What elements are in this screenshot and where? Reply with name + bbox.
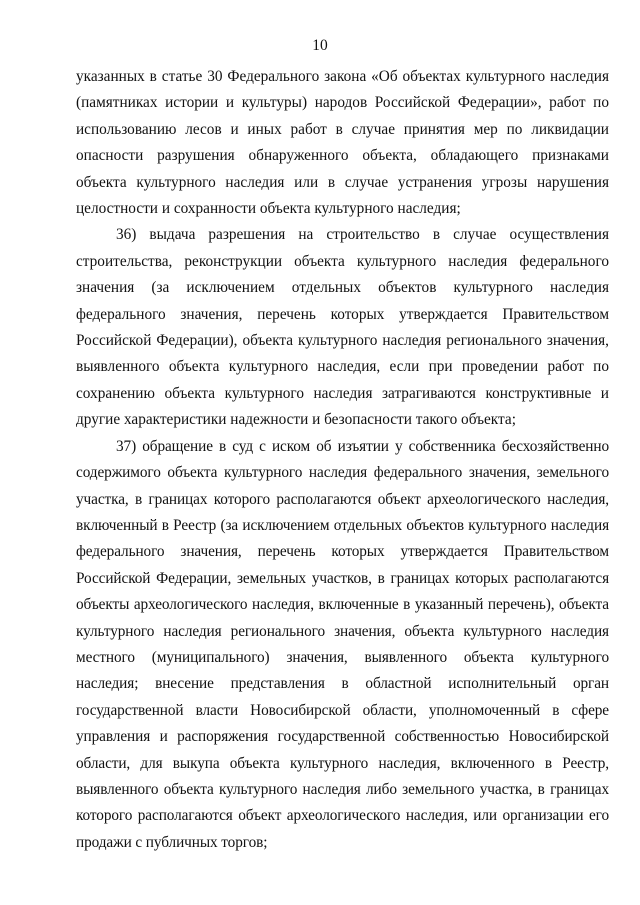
page-number: 10 — [312, 37, 328, 54]
paragraph-continuation: указанных в статье 30 Федерального закона «Об объектах культурного наследия (памятниках истории и культуры) народов Российской Федерации», работ по использованию лесов и иных работ в случае принятия мер по ликвидации опасности разрушения обнаруженного объекта, обладающего признаками объекта культурного наследия или в случае устранения угрозы нарушения целостности и сохранности объекта культурного наследия; — [76, 68, 609, 218]
paragraph-item-37: 37) обращение в суд с иском об изъятии у собственника бесхозяйственно содержимого объекта культурного наследия федерального значения, земельного участка, в границах которого располагаются объект археологического наследия, включенный в Реестр (за исключением отдельных объектов культурного наследия федерального значения, перечень которых утверждается Правительством Российской Федерации, земельных участков, в границах которых располагаются объекты археологического наследия, включенные в указанный перечень), объекта культурного наследия регионального значения, объекта культурного наследия местного (муниципального) значения, выявленного объекта культурного наследия; внесение представления в областной исполнительный орган государственной власти Новосибирской области, уполномоченный в сфере управления и распоряжения государственной собственностью Новосибирской области, для выкупа объекта культурного наследия, включенного в Реестр, выявленного объекта культурного наследия либо земельного участка, в границах которого располагаются объект археологического наследия, или организации его продажи с публичных торгов; — [76, 437, 609, 851]
document-body — [76, 64, 609, 856]
paragraph-item-36: 36) выдача разрешения на строительство в случае осуществления строительства, реконструкции объекта культурного наследия федерального значения (за исключением отдельных объектов культурного наследия федерального значения, перечень которых утверждается Правительством Российской Федерации), объекта культурного наследия регионального значения, выявленного объекта культурного наследия, если при проведении работ по сохранению объекта культурного наследия затрагиваются конструктивные и другие характеристики надежности и безопасности такого объекта; — [76, 226, 609, 429]
